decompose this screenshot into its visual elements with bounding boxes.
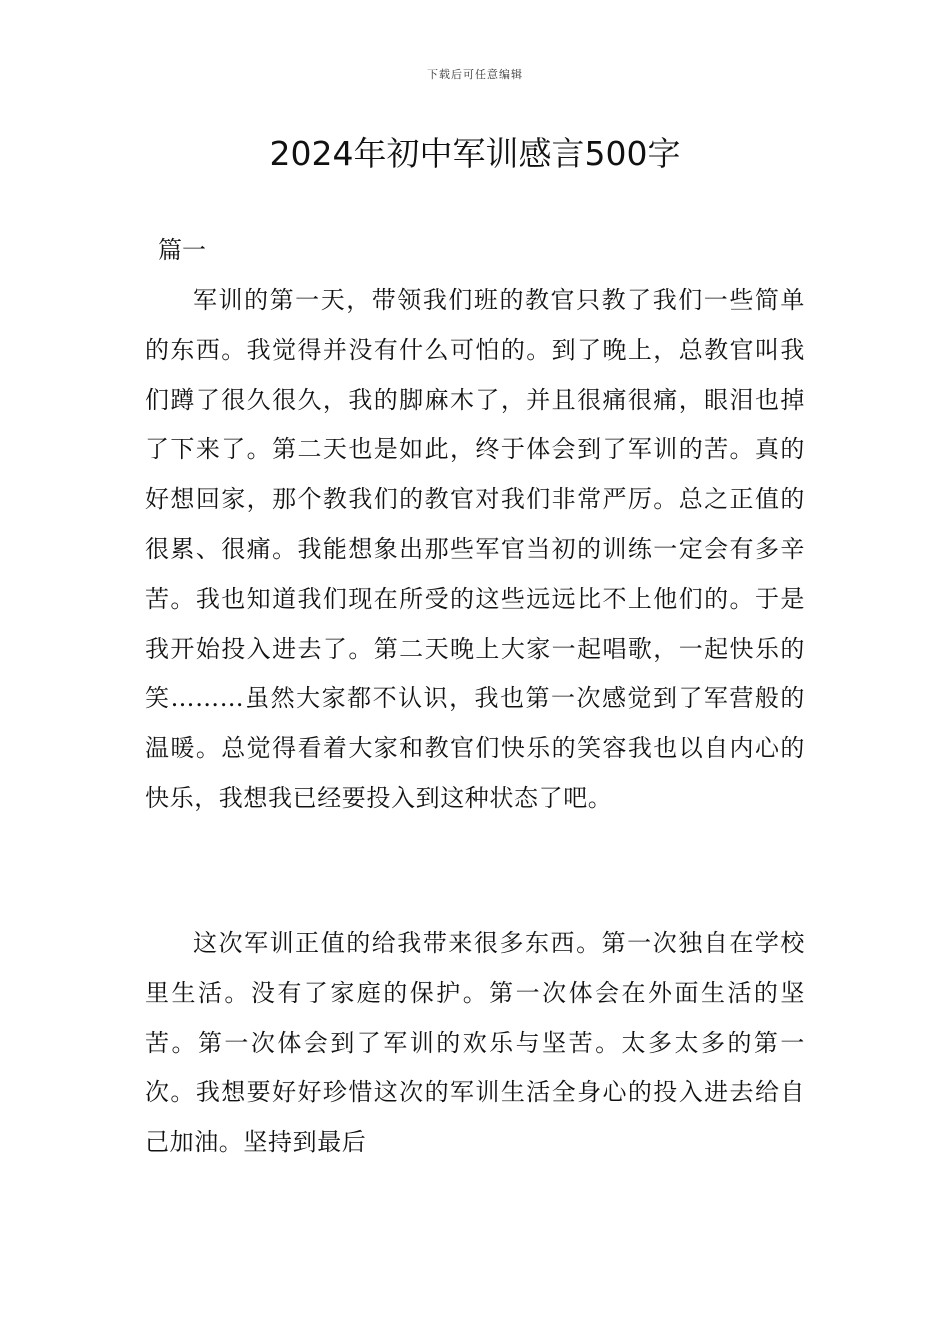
section-label: 篇一 <box>158 236 206 264</box>
body-paragraph-1: 军训的第一天，带领我们班的教官只教了我们一些简单的东西。我觉得并没有什么可怕的。到了晚上，总教官叫我们蹲了很久很久，我的脚麻木了，并且很痛很痛，眼泪也掉了下来了。第二天也是如此，终于体会到了军训的苦。真的好想回家，那个教我们的教官对我们非常严厉。总之正值的很累、很痛。我能想象出那些军官当初的训练一定会有多辛苦。我也知道我们现在所受的这些远远比不上他们的。于是我开始投入进去了。第二天晚上大家一起唱歌，一起快乐的笑………虽然大家都不认识，我也第一次感觉到了军营般的温暖。总觉得看着大家和教官们快乐的笑容我也以自内心的快乐，我想我已经要投入到这种状态了吧。 <box>145 286 805 812</box>
body-paragraph-2: 这次军训正值的给我带来很多东西。第一次独自在学校里生活。没有了家庭的保护。第一次体会在外面生活的坚苦。第一次体会到了军训的欢乐与坚苦。太多太多的第一次。我想要好好珍惜这次的军训生活全身心的投入进去给自己加油。坚持到最后 <box>145 929 805 1157</box>
header-note: 下载后可任意编辑 <box>427 68 523 81</box>
document-title: 2024年初中军训感言500字 <box>269 134 681 173</box>
